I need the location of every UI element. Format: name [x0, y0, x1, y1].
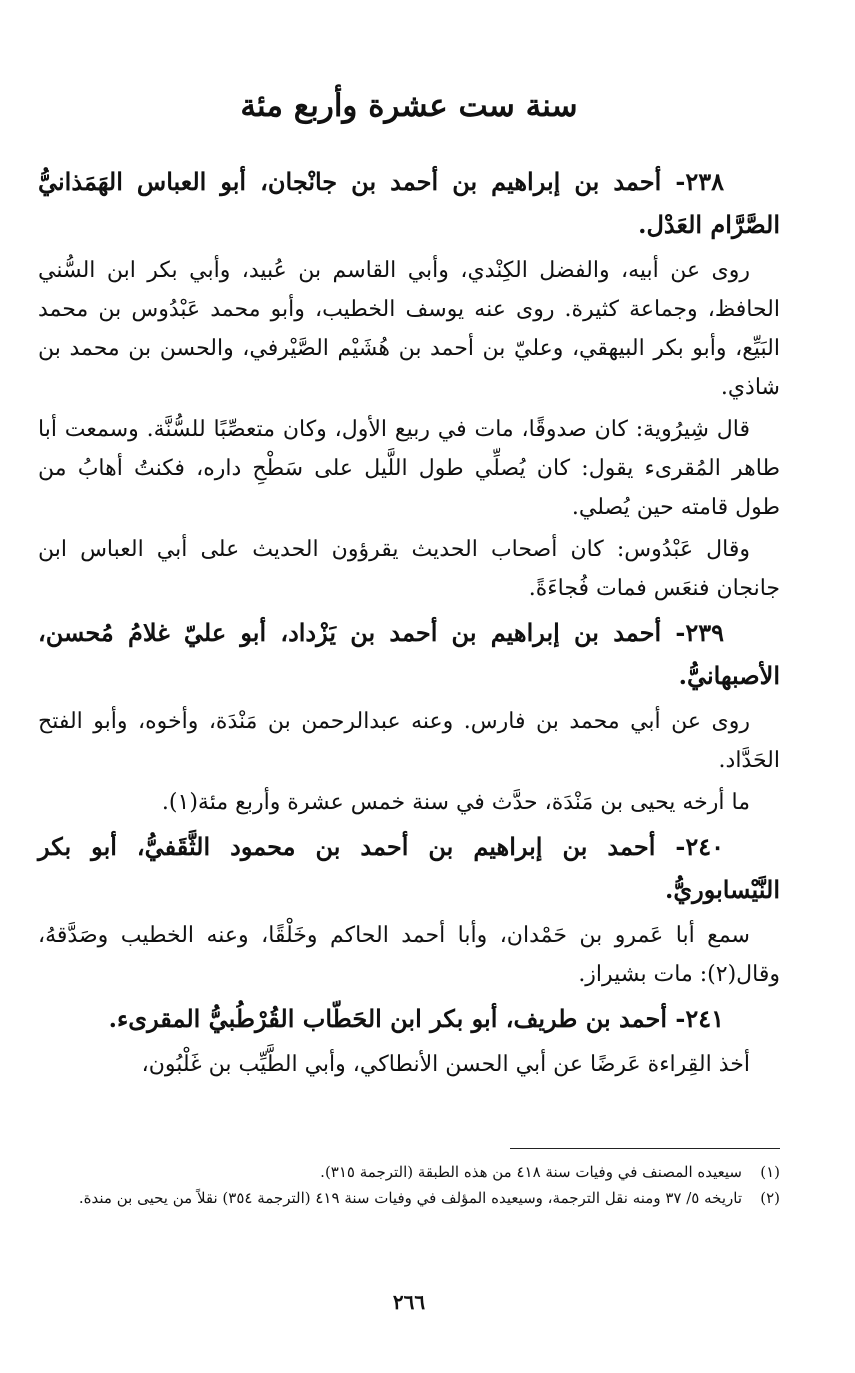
entry-paragraph: سمع أبا عَمرو بن حَمْدان، وأبا أحمد الحاكم وخَلْقًا، وعنه الخطيب وصَدَّقهُ، وقال(٢): مات بشيراز. [38, 923, 780, 987]
entry-heading: ٢٣٩- أحمد بن إبراهيم بن أحمد بن يَزْداد، أبو عليّ غلامُ مُحسن، الأصبهانيُّ. [38, 618, 780, 690]
footnote-number: (٢) [760, 1189, 780, 1207]
entry-240 [38, 825, 780, 994]
body-text [38, 160, 780, 1087]
footnote-divider [510, 1148, 780, 1149]
entry-paragraph: قال شِيرُوية: كان صدوقًا، مات في ربيع الأول، وكان متعصِّبًا للسُّنَّة. وسمعت أبا طاهر المُقرىء يقول: كان يُصلِّي طول اللَّيل على سَطْحِ داره، فكنتُ أهابُ من طول قامته حين يُصلي. [38, 417, 780, 520]
footnote-1 [38, 1159, 780, 1185]
entry-paragraph: أخذ القِراءة عَرضًا عن أبي الحسن الأنطاكي، وأبي الطَّيِّب بن غَلْبُون، [141, 1052, 750, 1077]
entry-heading: ٢٤١- أحمد بن طريف، أبو بكر ابن الحَطّاب القُرْطُبيُّ المقرىء. [108, 1004, 724, 1033]
entry-paragraph: روى عن أبيه، والفضل الكِنْدي، وأبي القاسم بن عُبيد، وأبي بكر ابن السُّني الحافظ، وجماعة كثيرة. روى عنه يوسف الخطيب، وأبو محمد عَبْدُوس بن محمد البَيِّع، وأبو بكر البيهقي، وعليّ بن أحمد بن هُشَيْم الصَّيْرفي، والحسن بن محمد بن شاذي. [38, 258, 780, 400]
entry-heading: ٢٣٨- أحمد بن إبراهيم بن أحمد بن جانْجان، أبو العباس الهَمَذانيُّ الصَّرَّام العَدْل. [38, 167, 780, 239]
entry-241 [38, 997, 780, 1084]
footnote-number: (١) [760, 1163, 780, 1181]
footnote-text: تاريخه ٥/ ٣٧ ومنه نقل الترجمة، وسيعيده المؤلف في وفيات سنة ٤١٩ (الترجمة ٣٥٤) نقلاً من يحيى بن مندة. [78, 1189, 742, 1207]
entry-paragraph: وقال عَبْدُوس: كان أصحاب الحديث يقرؤون الحديث على أبي العباس ابن جانجان فنعَس فمات فُجاءَةً. [38, 537, 780, 601]
entry-paragraph: ما أرخه يحيى بن مَنْدَة، حدَّث في سنة خمس عشرة وأربع مئة(١). [161, 790, 750, 815]
page-title: سنة ست عشرة وأربع مئة [240, 88, 578, 124]
page-number: ٢٦٦ [392, 1290, 426, 1314]
footnote-2 [38, 1185, 780, 1211]
book-page [38, 0, 780, 1373]
footnote-text: سيعيده المصنف في وفيات سنة ٤١٨ من هذه الطبقة (الترجمة ٣١٥). [320, 1163, 742, 1181]
entry-239 [38, 611, 780, 822]
entry-heading: ٢٤٠- أحمد بن إبراهيم بن أحمد بن محمود الثَّقَفيُّ، أبو بكر النَّيْسابوريُّ. [38, 832, 780, 904]
entry-238 [38, 160, 780, 608]
footnotes [38, 1148, 780, 1211]
entry-paragraph: روى عن أبي محمد بن فارس. وعنه عبدالرحمن بن مَنْدَة، وأخوه، وأبو الفتح الحَدَّاد. [38, 709, 780, 773]
